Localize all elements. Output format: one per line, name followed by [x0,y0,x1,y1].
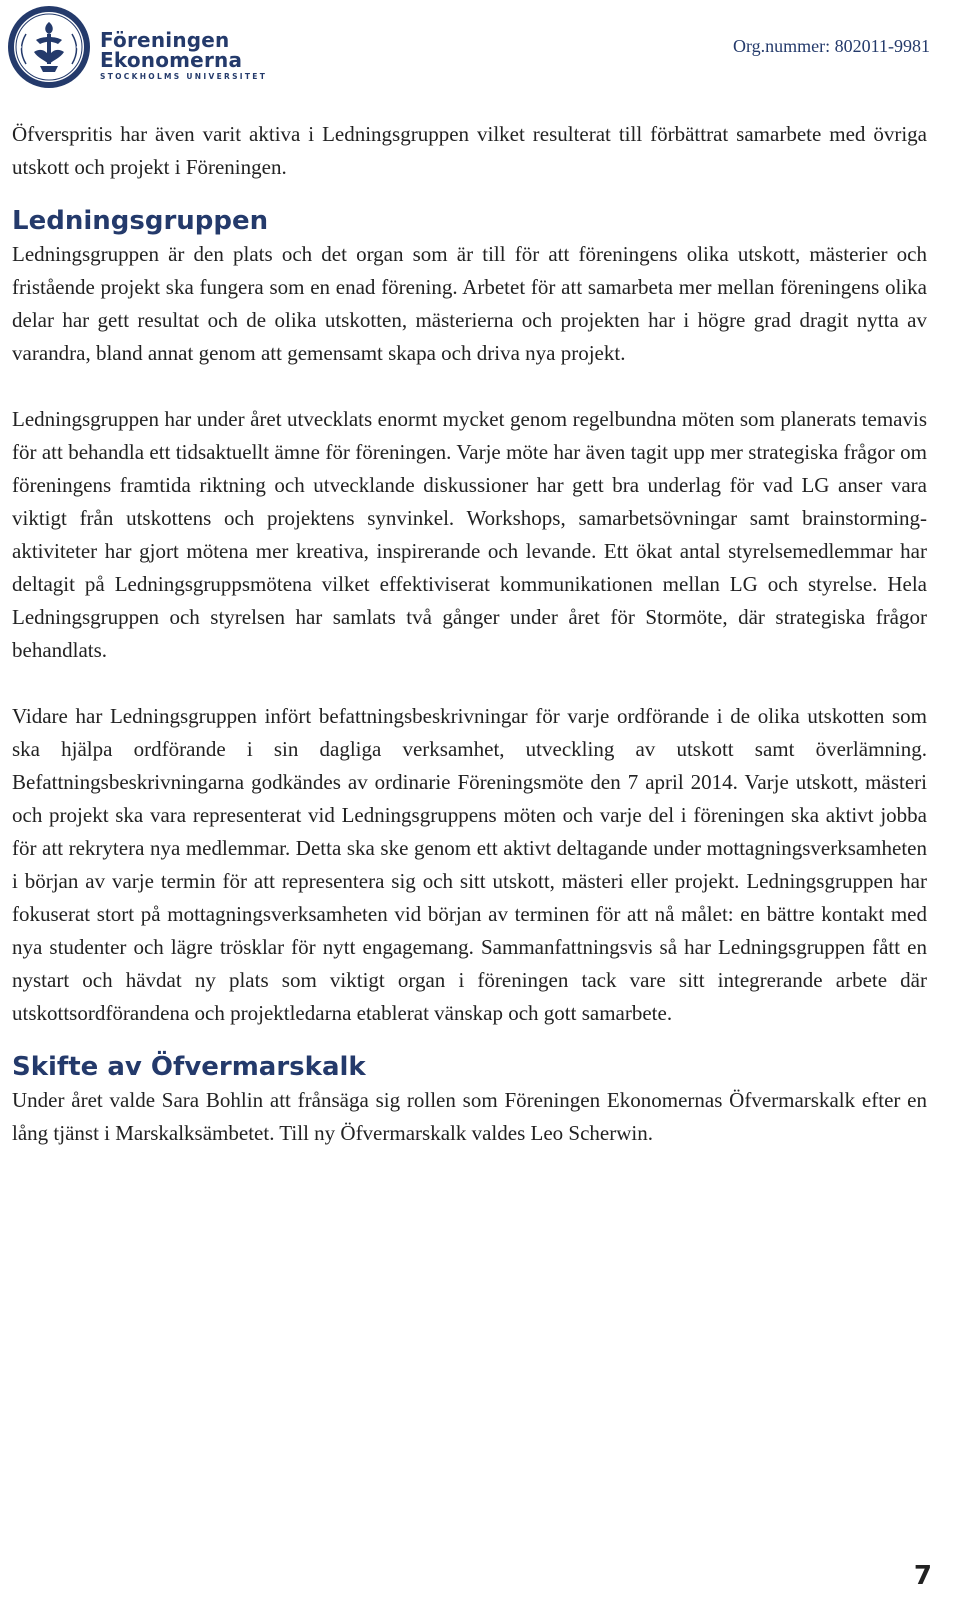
logo-line-university: STOCKHOLMS UNIVERSITET [100,72,268,81]
page-header [0,0,960,100]
logo-wordmark [100,30,267,82]
page-number: 7 [913,1561,932,1591]
skifte-paragraph: Under året valde Sara Bohlin att frånsäga sig rollen som Föreningen Ekonomernas Öfvermarskalk efter en lång tjänst i Marskalksämbetet. Till ny Öfvermarskalk valdes Leo Scherwin. [12,1088,927,1145]
logo-line-ekonomerna: Ekonomerna [100,48,243,72]
ledningsgruppen-paragraph-2: Ledningsgruppen har under året utvecklats enormt mycket genom regelbundna möten som planerats temavis för att behandla ett tidsaktuellt ämne för föreningen. Varje möte har även tagit upp mer strategiska frågor om föreningens framtida riktning och utvecklande diskussioner har gett bra underlag för vad LG anser vara viktigt från utskottens och projektens synvinkel. Workshops, samarbetsövningar samt brainstorming-aktiviteter har gjort mötena mer kreativa, inspirerande och levande. Ett ökat antal styrelsemedlemmar har deltagit på Ledningsgruppsmötena vilket effektiviserat kommunikationen mellan LG och styrelse. Hela Ledningsgruppen och styrelsen har samlats två gånger under året för Stormöte, där strategiska frågor behandlats. [12,407,927,662]
foreningen-ekonomerna-seal-logo [6,4,92,90]
intro-paragraph: Öfverspritis har även varit aktiva i Ledningsgruppen vilket resulterat till förbättrat samarbete med övriga utskott och projekt i Föreningen. [12,122,927,179]
ledningsgruppen-paragraph-1: Ledningsgruppen är den plats och det organ som är till för att föreningens olika utskott, mästerier och fristående projekt ska fungera som en enad förening. Arbetet för att samarbeta mer mellan föreningens olika delar har gett resultat och de olika utskotten, mästerierna och projekten har i högre grad dragit nytta av varandra, bland annat genom att gemensamt skapa och driva nya projekt. [12,242,927,365]
section-heading-skifte: Skifte av Öfvermarskalk [12,1052,366,1082]
document-body [12,118,927,1150]
ledningsgruppen-paragraph-3: Vidare har Ledningsgruppen infört befattningsbeskrivningar för varje ordförande i de olika utskotten som ska hjälpa ordförande i sin dagliga verksamhet, utveckling av utskott samt överlämning. Befattningsbeskrivningarna godkändes av ordinarie Föreningsmöte den 7 april 2014. Varje utskott, mästeri och projekt ska vara representerat vid Ledningsgruppens möten och varje del i föreningen ska aktivt jobba för att rekrytera nya medlemmar. Detta ska ske genom ett aktivt deltagande under mottagningsverksamheten i början av varje termin för att representera sig och sitt utskott, mästeri eller projekt. Ledningsgruppen har fokuserat stort på mottagningsverksamheten vid början av terminen för att nå målet: en bättre kontakt med nya studenter och lägre trösklar för nytt engagemang. Sammanfattningsvis så har Ledningsgruppen fått en nystart och hävdat ny plats som viktigt organ i föreningen tack vare sitt integrerande arbete där utskottsordförandena och projektledarna etablerat vänskap och gott samarbete. [12,704,927,1025]
logo-line-foreningen: Föreningen [100,28,230,52]
org-number: Org.nummer: 802011-9981 [733,36,930,56]
section-heading-ledningsgruppen: Ledningsgruppen [12,206,269,236]
